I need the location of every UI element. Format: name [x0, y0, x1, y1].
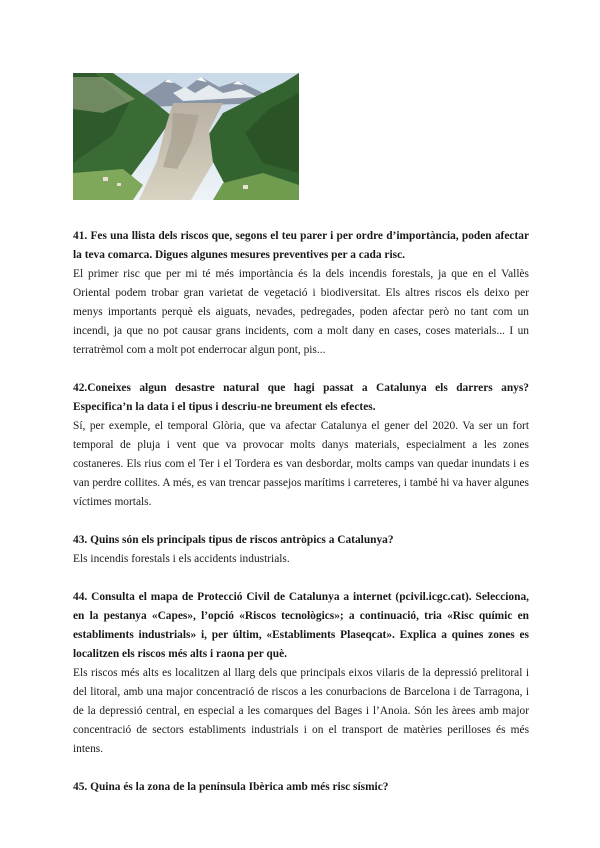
answer-42: Sí, per exemple, el temporal Glòria, que va afectar Catalunya el gener del 2020. Va ser un fort temporal de pluja i vent que va provocar molts danys materials, especialment a les zones costaneres. Els rius com el Ter i el Tordera es van desbordar, molts camps van quedar inundats i es van perdre collites. A més, es van trencar passejos marítims i carreteres, i també hi va haver algunes víctimes mortals.	[73, 420, 529, 508]
exercise-43	[73, 531, 529, 569]
exercise-44	[73, 588, 529, 759]
exercise-41	[73, 227, 529, 360]
exercise-42	[73, 379, 529, 512]
question-43: 43. Quins són els principals tipus de riscos antròpics a Catalunya?	[73, 534, 394, 546]
exercise-list	[73, 227, 529, 816]
question-45: 45. Quina és la zona de la península Ibèrica amb més risc sísmic?	[73, 781, 389, 793]
answer-41: El primer risc que per mi té més importància és la dels incendis forestals, ja que en el Vallès Oriental podem trobar gran varietat de vegetació i biodiversitat. Els altres riscos els deixo per menys importants perquè els aiguats, nevades, pedregades, poden afectar però no tant com un incendi, ja que no pot causar grans incidents, com a molt dany en cases, coses materials... I un terratrèmol com a molt pot enderrocar algun pont, pis...	[73, 268, 529, 356]
question-44: 44. Consulta el mapa de Protecció Civil de Catalunya a internet (pcivil.icgc.cat). Selecciona, en la pestanya «Capes», l’opció «Riscos tecnològics»; a continuació, tria «Risc químic en establiments industrials» i, per últim, «Establiments Plaseqcat». Explica a quines zones es localitzen els riscos més alts i raona per què.	[73, 591, 529, 660]
answer-43: Els incendis forestals i els accidents industrials.	[73, 553, 290, 565]
exercise-45	[73, 778, 529, 797]
question-42: 42.Coneixes algun desastre natural que hagi passat a Catalunya els darrers anys? Especifica’n la data i el tipus i descriu-ne breument els efectes.	[73, 382, 529, 413]
landslide-valley-photo	[73, 73, 299, 200]
question-41: 41. Fes una llista dels riscos que, segons el teu parer i per ordre d’importància, poden afectar la teva comarca. Digues algunes mesures preventives per a cada risc.	[73, 230, 529, 261]
answer-44: Els riscos més alts es localitzen al llarg dels que principals eixos vilaris de la depressió prelitoral i del litoral, amb una major concentració de riscos a les conurbacions de Barcelona i de Tarragona, i de la depressió central, en especial a les comarques del Bages i l’Anoia. Són les àrees amb major concentració de sectors establiments industrials i on el transport de matèries perilloses és més intens.	[73, 667, 529, 755]
